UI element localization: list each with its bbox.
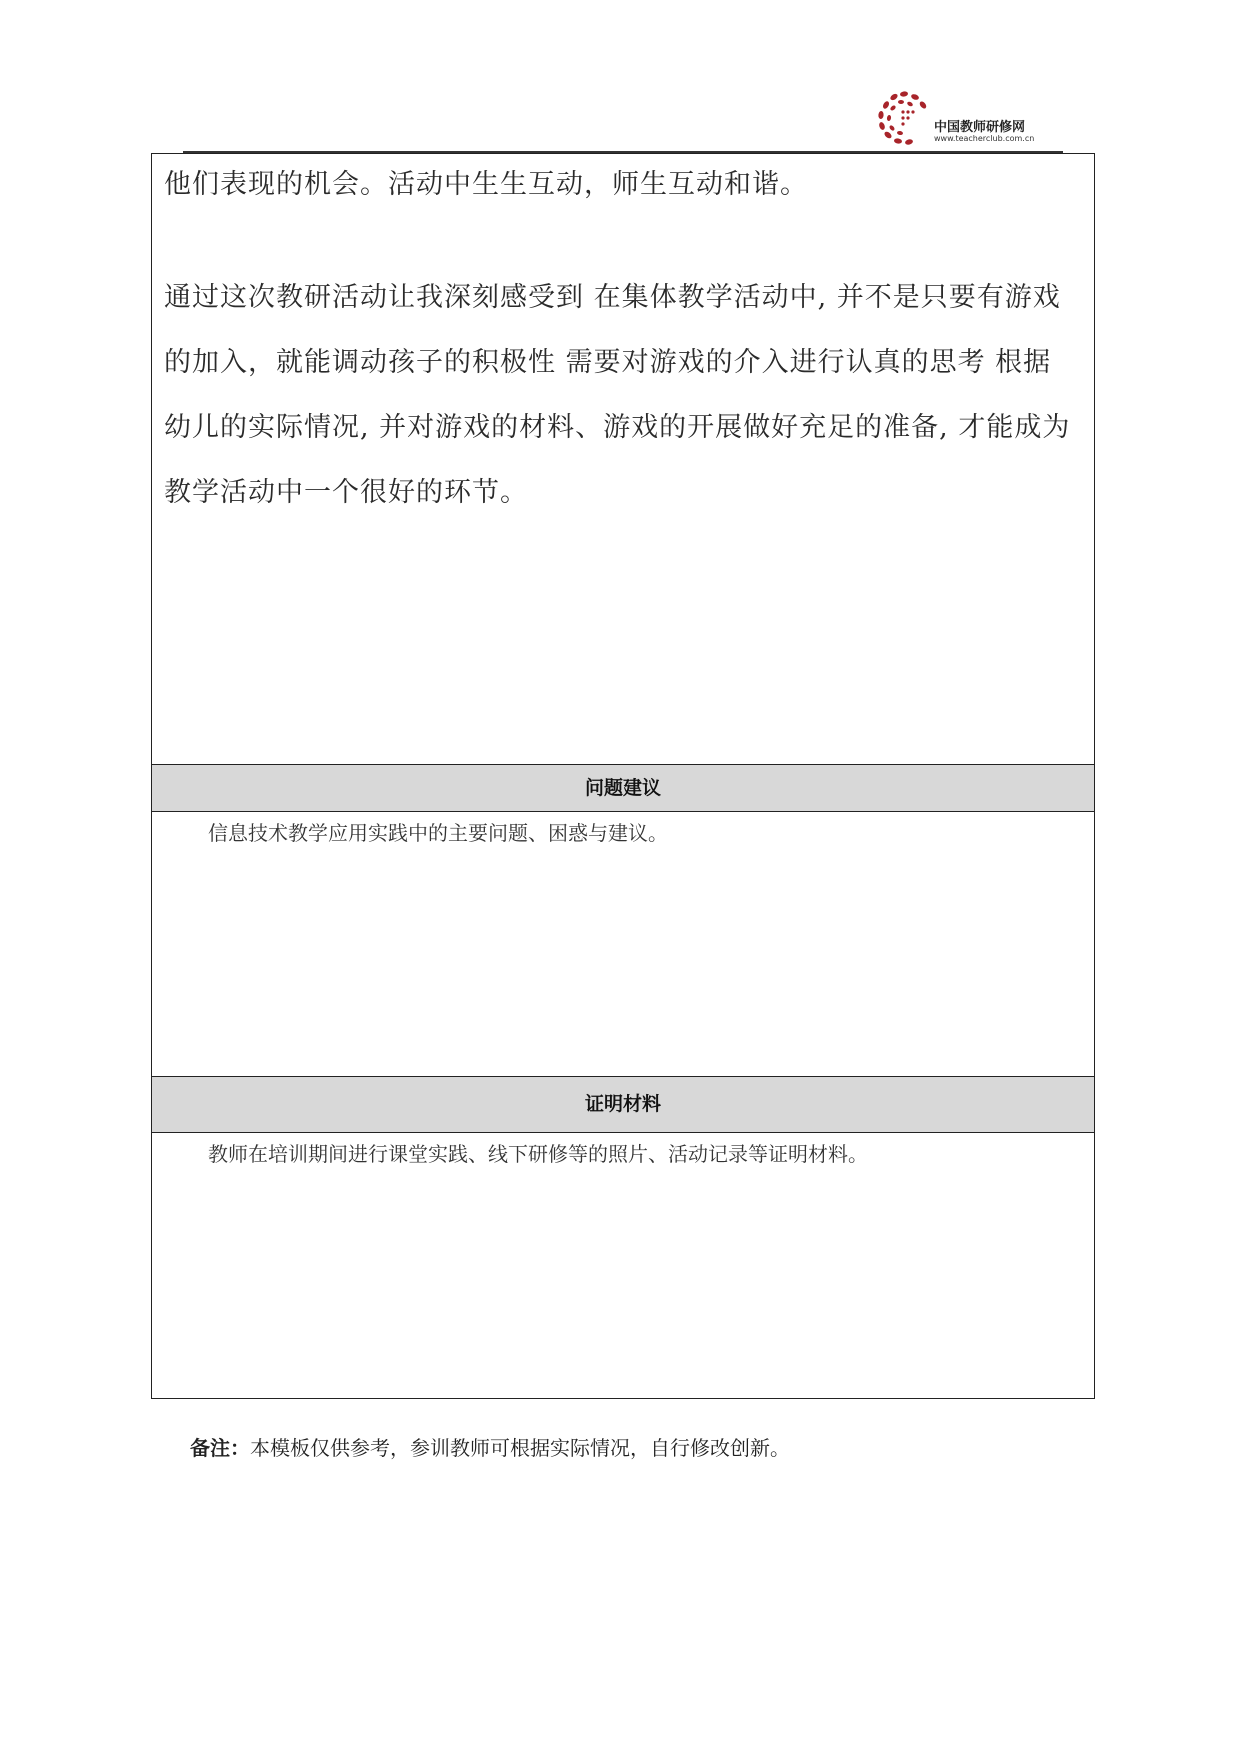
reflection-line: 通过这次教研活动让我深刻感受到 在集体教学活动中, 并不是只要有游戏 <box>164 282 1061 313</box>
evidence-prompt: 教师在培训期间进行课堂实践、线下研修等的照片、活动记录等证明材料。 <box>208 1142 868 1166</box>
footnote <box>190 1432 790 1461</box>
evidence-section-header: 证明材料 <box>152 1076 1094 1133</box>
logo-url: www.teacherclub.com.cn <box>934 134 1035 143</box>
problems-section-header: 问题建议 <box>152 764 1094 812</box>
form-table <box>151 153 1095 1399</box>
reflection-line: 的加入，就能调动孩子的积极性 需要对游戏的介入进行认真的思考 根据 <box>164 347 1052 378</box>
site-logo <box>870 88 1050 148</box>
reflection-line: 教学活动中一个很好的环节。 <box>164 477 528 508</box>
reflection-content <box>152 154 1094 764</box>
footnote-text: 本模板仅供参考，参训教师可根据实际情况，自行修改创新。 <box>250 1436 790 1460</box>
reflection-line: 幼儿的实际情况, 并对游戏的材料、游戏的开展做好充足的准备, 才能成为 <box>164 412 1071 443</box>
problems-prompt: 信息技术教学应用实践中的主要问题、困惑与建议。 <box>208 821 668 845</box>
logo-title: 中国教师研修网 <box>934 120 1026 135</box>
reflection-line: 他们表现的机会。活动中生生互动，师生互动和谐。 <box>164 169 808 200</box>
footnote-label: 备注： <box>190 1436 250 1460</box>
logo-dots-icon <box>870 88 934 148</box>
